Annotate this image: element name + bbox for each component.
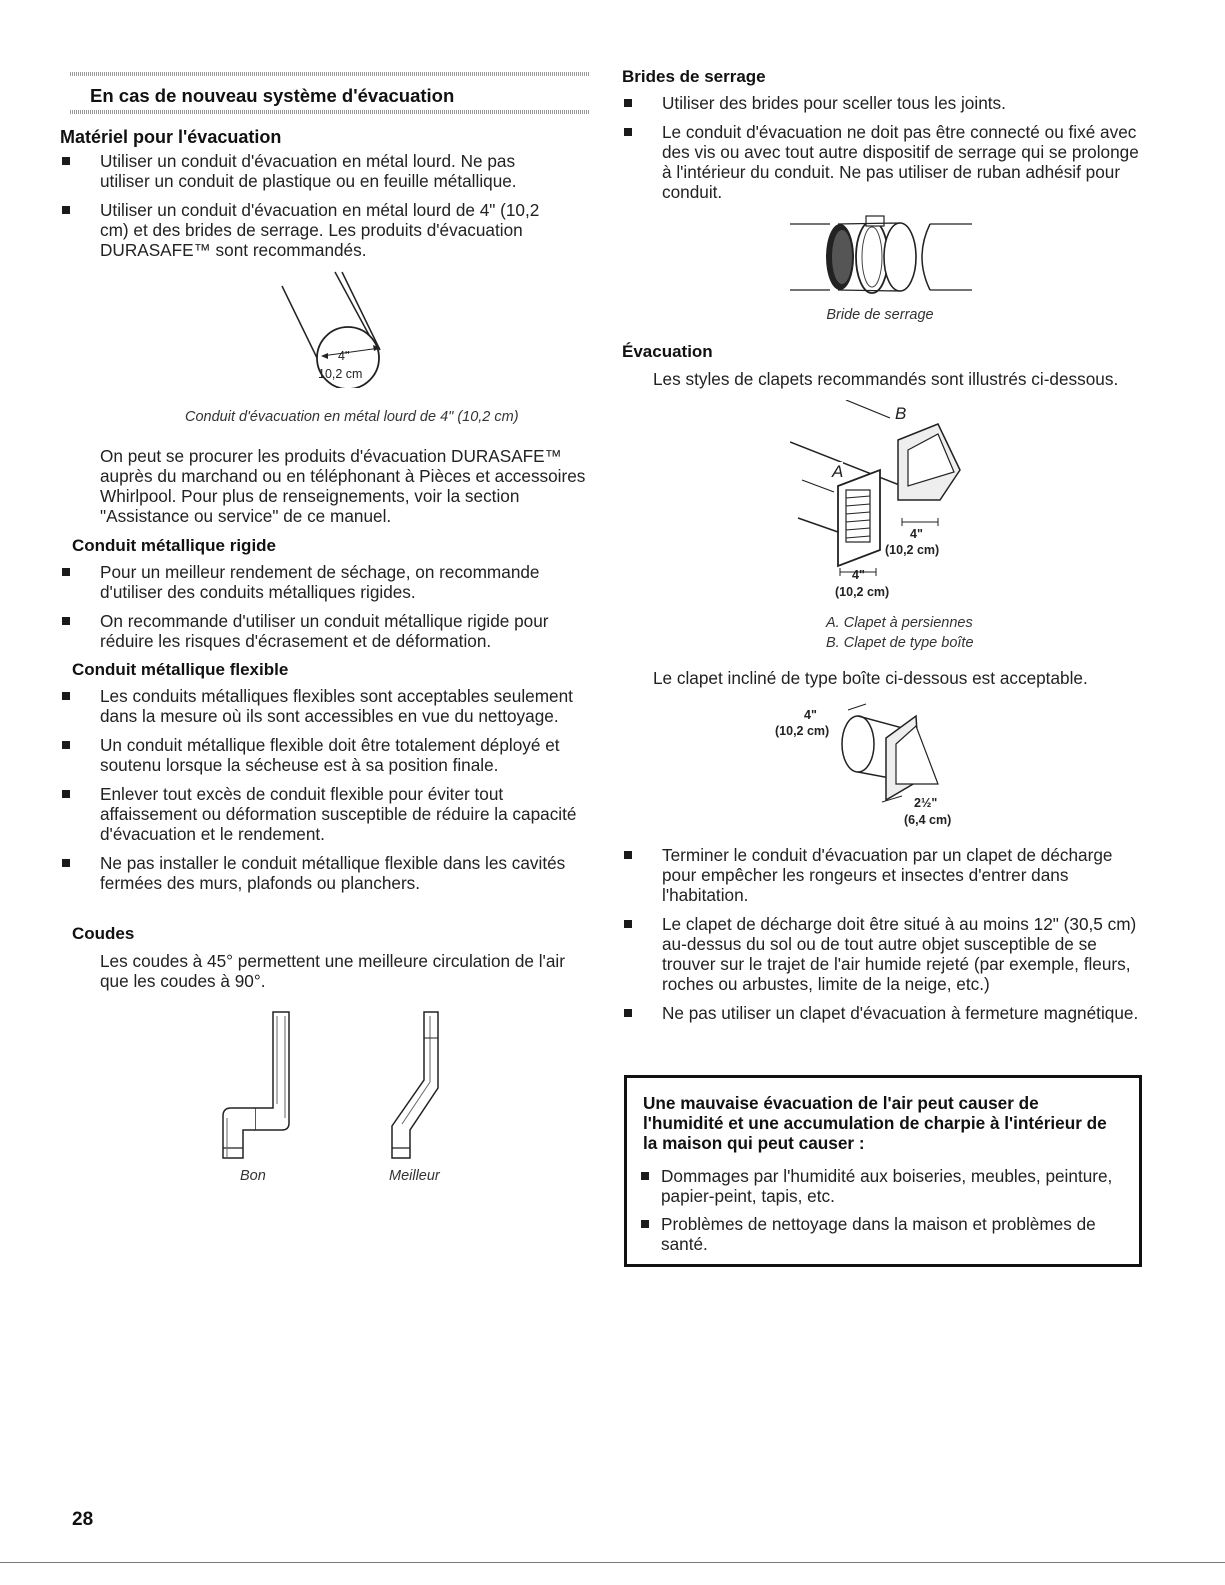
list-item: Problèmes de nettoyage dans la maison et problèmes de santé. <box>641 1214 1137 1254</box>
list-item: Dommages par l'humidité aux boiseries, meubles, peinture, papier-peint, tapis, etc. <box>641 1166 1137 1206</box>
rigide-heading: Conduit métallique rigide <box>72 536 277 555</box>
vent-label-a: A <box>832 462 844 481</box>
angled-depth-in: 2½" <box>914 796 938 810</box>
list-item: Enlever tout excès de conduit flexible pour éviter tout affaissement ou déformation susceptible de réduire la capacité d'évacuation et le rendement. <box>60 784 588 844</box>
list-item: Utiliser un conduit d'évacuation en métal lourd de 4" (10,2 cm) et des brides de serrage. Les produits d'évacuation DURASAFE™ sont recommandés. <box>60 200 560 260</box>
list-item: Pour un meilleur rendement de séchage, on recommande d'utiliser des conduits métalliques rigides. <box>60 562 580 602</box>
materiel-heading: Matériel pour l'évacuation <box>60 127 282 147</box>
durasafe-paragraph: On peut se procurer les produits d'évacuation DURASAFE™ auprès du marchand ou en téléphonant à Pièces et accessoires Whirlpool. Pour plus de renseignements, voir la section "Assistance ou service" de ce manuel. <box>100 446 586 526</box>
elbow-45-illustration <box>380 1008 460 1168</box>
list-item: Utiliser des brides pour sceller tous les joints. <box>622 93 1142 113</box>
section-title: En cas de nouveau système d'évacuation <box>90 85 455 106</box>
section-rule-bottom <box>70 110 590 114</box>
flexible-list <box>60 686 588 902</box>
angled-dim-in: 4" <box>804 708 817 722</box>
angled-depth-cm: (6,4 cm) <box>904 813 952 827</box>
angled-hood-text: Le clapet incliné de type boîte ci-dessous est acceptable. <box>653 668 1088 688</box>
list-item: Un conduit métallique flexible doit être totalement déployé et soutenu lorsque la sécheuse est à sa position finale. <box>60 735 588 775</box>
evacuation-list <box>622 845 1142 1032</box>
duct-label-in: 4" <box>338 349 350 363</box>
flexible-heading: Conduit métallique flexible <box>72 660 289 679</box>
clamp-caption: Bride de serrage <box>826 307 934 323</box>
coudes-heading: Coudes <box>72 924 135 943</box>
warning-title: Une mauvaise évacuation de l'air peut causer de l'humidité et une accumulation de charpie à l'intérieur de la maison qui peut causer : <box>643 1093 1107 1153</box>
angled-dim-cm: (10,2 cm) <box>775 724 830 738</box>
list-item: Les conduits métalliques flexibles sont acceptables seulement dans la mesure où ils sont accessibles en vue du nettoyage. <box>60 686 588 726</box>
evacuation-heading: Évacuation <box>622 342 713 361</box>
elbow-label-bon: Bon <box>240 1168 266 1184</box>
list-item: Utiliser un conduit d'évacuation en métal lourd. Ne pas utiliser un conduit de plastique ou en feuille métallique. <box>60 151 560 191</box>
list-item: Le conduit d'évacuation ne doit pas être connecté ou fixé avec des vis ou avec tout autre dispositif de serrage qui se prolonge à l'intérieur du conduit. Ne pas utiliser de ruban adhésif pour conduit. <box>622 122 1142 202</box>
vent-caption-a: A. Clapet à persiennes <box>826 615 973 631</box>
brides-list <box>622 93 1142 211</box>
vent-a-dim-in: 4" <box>852 568 865 582</box>
warning-box <box>624 1075 1142 1267</box>
list-item: Ne pas installer le conduit métallique flexible dans les cavités fermées des murs, plafonds ou planchers. <box>60 853 588 893</box>
list-item: On recommande d'utiliser un conduit métallique rigide pour réduire les risques d'écrasement et de déformation. <box>60 611 580 651</box>
list-item: Le clapet de décharge doit être situé à au moins 12" (30,5 cm) au-dessus du sol ou de tout autre objet susceptible de se trouver sur le trajet de l'air humide rejeté (par exemple, fleurs, roches ou arbustes, limite de la neige, etc.) <box>622 914 1142 994</box>
list-item: Terminer le conduit d'évacuation par un clapet de décharge pour empêcher les rongeurs et insectes d'entrer dans l'habitation. <box>622 845 1142 905</box>
duct-label-cm: 10,2 cm <box>318 367 363 381</box>
list-item: Ne pas utiliser un clapet d'évacuation à fermeture magnétique. <box>622 1003 1142 1023</box>
vent-b-dim-cm: (10,2 cm) <box>885 543 940 557</box>
vent-label-b: B <box>895 404 907 423</box>
elbow-label-meilleur: Meilleur <box>389 1168 440 1184</box>
materiel-list <box>60 151 560 269</box>
page-number: 28 <box>72 1509 94 1530</box>
vent-a-dim-cm: (10,2 cm) <box>835 585 890 599</box>
vent-hoods-illustration <box>790 400 990 600</box>
rigide-list <box>60 562 580 660</box>
duct-caption: Conduit d'évacuation en métal lourd de 4" (10,2 cm) <box>185 409 519 425</box>
bottom-rule <box>0 1562 1225 1563</box>
vent-b-dim-in: 4" <box>910 527 923 541</box>
clamp-illustration <box>790 210 975 300</box>
warning-list <box>641 1166 1137 1262</box>
section-rule-top <box>70 72 590 76</box>
evacuation-text: Les styles de clapets recommandés sont illustrés ci-dessous. <box>653 369 1119 389</box>
elbow-90-illustration <box>215 1008 305 1168</box>
coudes-text: Les coudes à 45° permettent une meilleure circulation de l'air que les coudes à 90°. <box>100 951 565 991</box>
vent-caption-b: B. Clapet de type boîte <box>826 635 974 651</box>
brides-heading: Brides de serrage <box>622 67 766 86</box>
